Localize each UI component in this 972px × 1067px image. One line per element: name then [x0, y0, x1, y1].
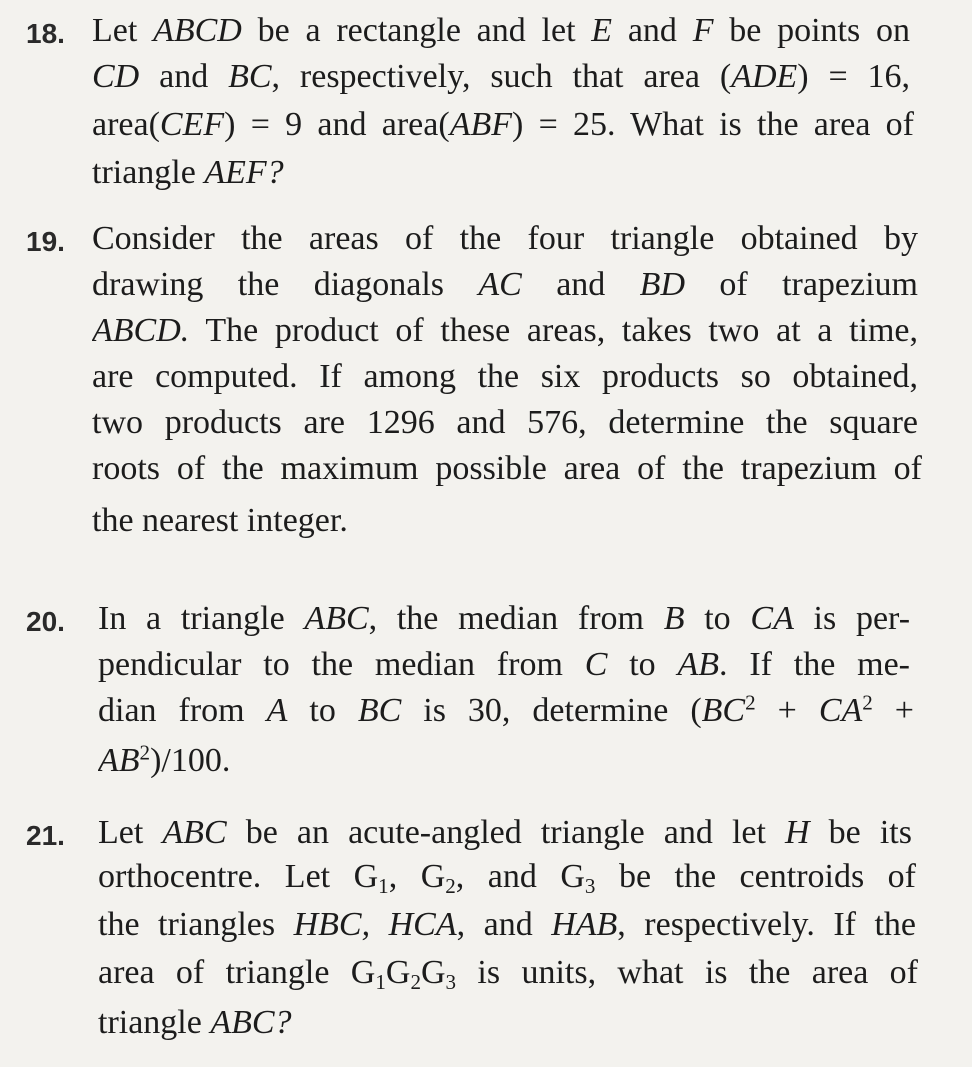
problem-line: pendicular to the median from C to AB. If the me-: [98, 648, 910, 682]
problem-line: dian from A to BC is 30, determine ($BC^2 + CA^2$ +: [98, 694, 914, 728]
problem-line: the nearest integer.: [92, 504, 348, 538]
problem-line: are computed. If among the six products so obtained,: [92, 360, 918, 394]
problem-line: In a triangle ABC, the median from B to CA is per-: [98, 602, 910, 636]
problem-line: two products are 1296 and 576, determine the square: [92, 406, 918, 440]
problem-line: triangle AEF?: [92, 156, 284, 190]
problem-number: 21.: [26, 820, 65, 851]
problem-number: 20.: [26, 606, 65, 637]
problem-line: ABCD. The product of these areas, takes two at a time,: [92, 314, 918, 348]
problem-line: the triangles HBC, HCA, and HAB, respectively. If the: [98, 908, 916, 942]
problem-line: orthocentre. Let $G_1$, $G_2$, and $G_3$ be the centroids of: [98, 860, 916, 894]
problem-line: $AB^2)/100$.: [98, 744, 231, 778]
problem-number: 18.: [26, 18, 65, 49]
problem-line: drawing the diagonals AC and BD of trapezium: [92, 268, 918, 302]
problem-number: 19.: [26, 226, 65, 257]
problem-line: Let ABCD be a rectangle and let E and F be points on: [92, 14, 910, 48]
problem-line: CD and BC, respectively, such that area (ADE) = 16,: [92, 60, 910, 94]
problem-line: triangle ABC?: [98, 1006, 292, 1040]
problem-line: roots of the maximum possible area of the trapezium of: [92, 452, 922, 486]
problem-line: area of triangle $G_1G_2G_3$ is units, what is the area of: [98, 956, 918, 990]
problem-line: Let ABC be an acute-angled triangle and let H be its: [98, 816, 912, 850]
problem-line: area(CEF) = 9 and area(ABF) = 25. What is the area of: [92, 108, 914, 142]
problem-line: Consider the areas of the four triangle obtained by: [92, 222, 918, 256]
